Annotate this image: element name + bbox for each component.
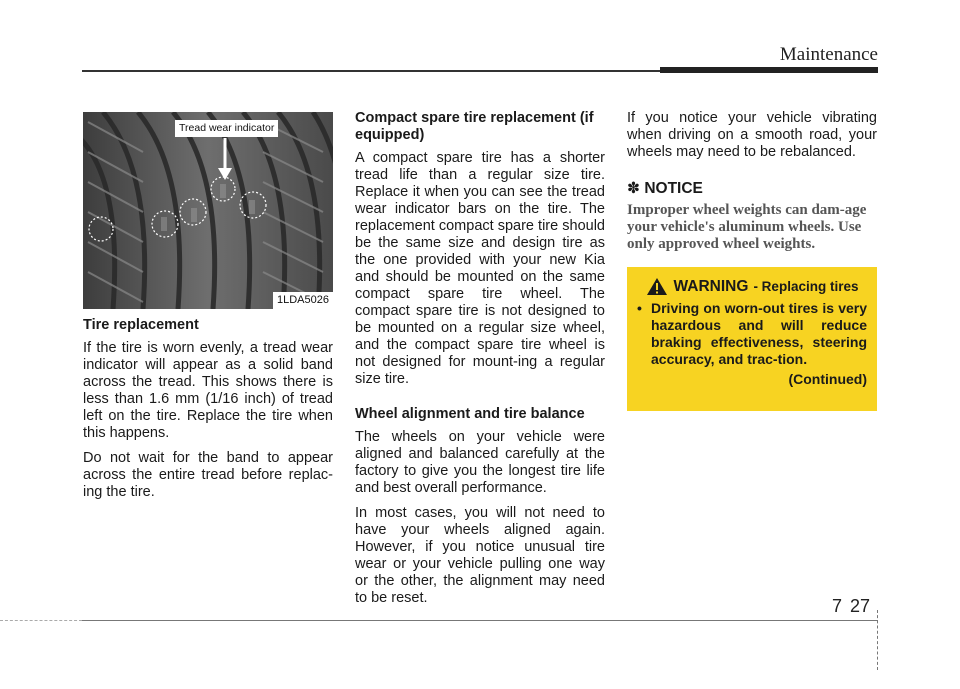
paragraph: If you notice your vehicle vibrating when driving on a smooth road, your wheels may need to be rebalanced. xyxy=(627,110,877,160)
paragraph: The wheels on your vehicle were aligned and balanced carefully at the factory to give you the longest tire life and best overall performance. xyxy=(355,429,605,496)
header-rule xyxy=(82,70,662,72)
notice-icon: ✽ xyxy=(627,180,640,197)
warning-header xyxy=(637,277,867,296)
section-heading: Tire replacement xyxy=(83,317,199,333)
notice-body: Improper wheel weights can dam-age your vehicle's aluminum wheels. Use only approved wheel weights. xyxy=(627,202,867,252)
tire-tread-illustration xyxy=(83,112,333,309)
paragraph: If the tire is worn evenly, a tread wear indicator will appear as a solid band across the tread. This shows there is less than 1.6 mm (1/16 inch) of tread left on the tire. Replace the tire when this happens. xyxy=(83,340,333,441)
warning-subtitle: - Replacing tires xyxy=(753,279,859,294)
warning-text: Driving on worn-out tires is very hazardous and will reduce braking effectiveness, steering accuracy, and trac-tion. xyxy=(651,300,867,367)
chapter-number: 7 xyxy=(831,596,842,616)
page-header-title: Maintenance xyxy=(779,44,878,65)
warning-continued: (Continued) xyxy=(788,371,867,387)
column-right xyxy=(627,110,877,253)
notice-heading xyxy=(627,179,877,198)
column-left xyxy=(83,112,333,509)
warning-triangle-icon xyxy=(646,277,668,296)
footer-divider xyxy=(877,610,879,670)
page-number xyxy=(824,596,870,617)
header-rule-accent xyxy=(660,67,878,73)
tread-wear-indicator-callout: Tread wear indicator xyxy=(175,120,278,137)
paragraph: A compact spare tire has a shorter tread life than a regular size tire. Replace it when you can see the tread wear indicator bars on the tire. The replacement compact spare tire should be the same size and design tire as the one provided with your new Kia and should be mounted on the same compact spare tire wheel. The compact spare tire is not designed to be mounted on a regular size wheel, and the compact spare tire wheel is not designed for mount-ing a regular size tire. xyxy=(355,150,605,387)
section-heading: Wheel alignment and tire balance xyxy=(355,406,585,422)
figure-code: 1LDA5026 xyxy=(273,292,333,309)
bullet: • xyxy=(637,300,642,316)
warning-list-item xyxy=(637,300,867,368)
warning-box xyxy=(627,267,877,411)
footer-dash xyxy=(0,620,82,621)
paragraph: Do not wait for the band to appear across the entire tread before replac-ing the tire. xyxy=(83,450,333,500)
paragraph: In most cases, you will not need to have your wheels aligned again. However, if you notice unusual tire wear or your vehicle pulling one way or the other, the alignment may need to be reset. xyxy=(355,505,605,606)
footer-rule xyxy=(82,620,878,621)
page-number-value: 27 xyxy=(849,596,870,616)
tire-tread-figure xyxy=(83,112,333,309)
notice-title: NOTICE xyxy=(644,180,703,197)
section-heading: Compact spare tire replacement (if equipped) xyxy=(355,110,594,143)
warning-word: WARNING xyxy=(673,277,749,295)
column-middle xyxy=(355,110,605,615)
